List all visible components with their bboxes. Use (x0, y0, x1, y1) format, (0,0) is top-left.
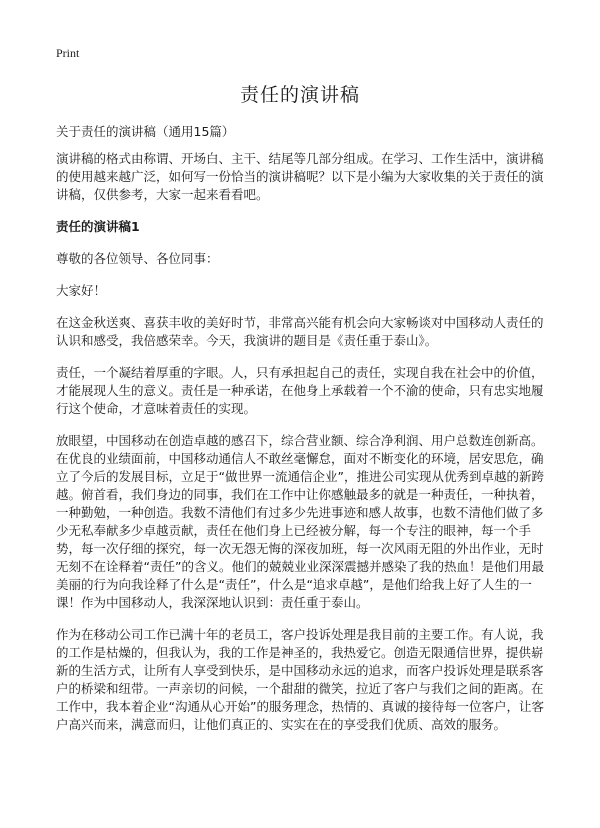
body-paragraph-4: 作为在移动公司工作已满十年的老员工，客户投诉处理是我目前的主要工作。有人说，我的工作是枯燥的，但我认为，我的工作是神圣的，我热爱它。创造无限通信世界，提供崭新的生活方式，让所有人享受到快乐，是中国移动永远的追求，而客户投诉处理是联系客户的桥梁和纽带。一声亲切的问候，一个甜甜的微笑，拉近了客户与我们之间的距离。在工作中，我本着企业“沟通从心开始”的服务理念，热情的、真诚的接待每一位客户，让客户高兴而来，满意而归，让他们真正的、实实在在的享受我们优质、高效的服务。 (56, 627, 544, 732)
print-link[interactable]: Print (56, 46, 80, 60)
greeting-paragraph: 尊敬的各位领导、各位同事： (56, 251, 219, 266)
document-body (56, 150, 548, 748)
body-paragraph-2: 责任，一个凝结着厚重的字眼。人，只有承担起自己的责任，实现自我在社会中的价值，才能展现人生的意义。责任是一种承诺，在他身上承载着一个不渝的使命，只有忠实地履行这个使命，才意味着责任的实现。 (56, 365, 544, 416)
document-title: 责任的演讲稿 (239, 84, 360, 106)
intro-paragraph: 演讲稿的格式由称谓、开场白、主干、结尾等几部分组成。在学习、工作生活中，演讲稿的使用越来越广泛，如何写一份恰当的演讲稿呢？以下是小编为大家收集的关于责任的演讲稿，仅供参考，大家一起来看看吧。 (56, 151, 544, 202)
document-subtitle: 关于责任的演讲稿（通用15篇） (56, 124, 235, 139)
body-paragraph-3: 放眼望，中国移动在创造卓越的感召下，综合营业额、综合净利润、用户总数连创新高。在优良的业绩面前，中国移动通信人不敢丝毫懈怠，面对不断变化的环境，居安思危，确立了今后的发展目标，立足于“做世界一流通信企业”，推进公司实现从优秀到卓越的新跨越。俯首看，我们身边的同事，我们在工作中让你感触最多的就是一种责任，一种执着，一种勤勉，一种创造。我数不清他们有过多少先进事迹和感人故事，也数不清他们做了多少无私奉献多少卓越贡献，责任在他们身上已经被分解，每一个专注的眼神，每一个手势，每一次仔细的探究，每一次无怨无悔的深夜加班，每一次风雨无阻的外出作业，无时无刻不在诠释着“责任”的含义。他们的兢兢业业深深震撼并感染了我的热血！是他们用最美丽的行为向我诠释了什么是“责任”，什么是“追求卓越”，是他们给我上好了人生的一课！作为中国移动人，我深深地认识到：责任重于泰山。 (56, 433, 544, 610)
body-paragraph-1: 在这金秋送爽、喜获丰收的美好时节，非常高兴能有机会向大家畅谈对中国移动人责任的认识和感受，我倍感荣幸。今天，我演讲的题目是《责任重于泰山》。 (56, 315, 544, 348)
hello-paragraph: 大家好！ (56, 283, 107, 298)
section-heading: 责任的演讲稿1 (56, 219, 140, 234)
